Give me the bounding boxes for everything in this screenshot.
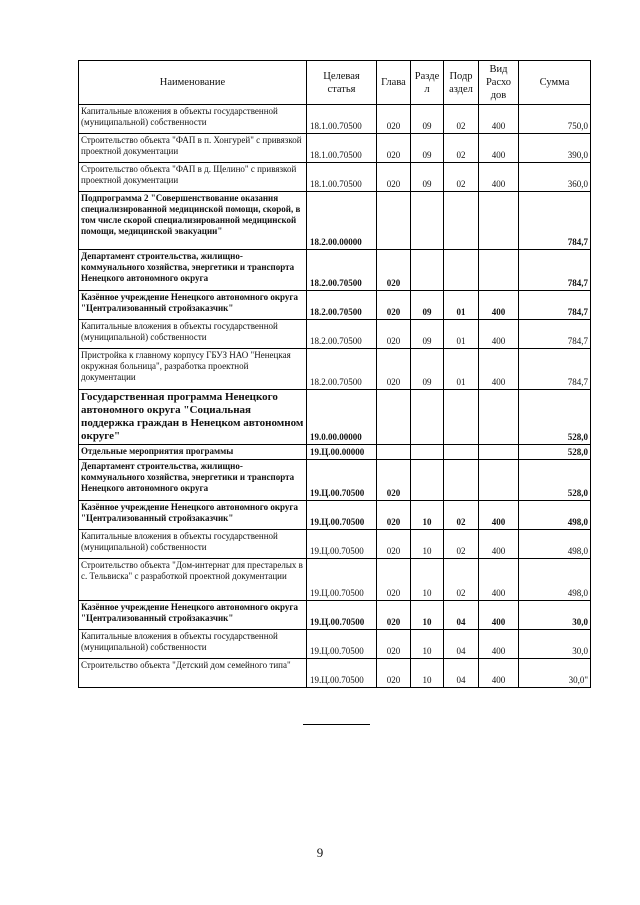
table-row-department	[79, 250, 591, 291]
row-section	[411, 390, 444, 445]
row-expense-type: 400	[479, 163, 519, 192]
row-subsection: 04	[444, 630, 479, 659]
row-target: 19.Ц.00.70500	[307, 659, 377, 688]
row-name: Строительство объекта "Дом-интернат для престарелых в с. Тельвиска" с разработкой проектной документации	[79, 559, 307, 601]
table-row	[79, 105, 591, 134]
row-name: Капитальные вложения в объекты государственной (муниципальной) собственности	[79, 630, 307, 659]
row-amount: 30,0	[519, 601, 591, 630]
row-section	[411, 192, 444, 250]
row-expense-type	[479, 390, 519, 445]
row-amount: 498,0	[519, 530, 591, 559]
row-target: 19.Ц.00.70500	[307, 501, 377, 530]
row-amount: 498,0	[519, 501, 591, 530]
table-row-subprogram	[79, 192, 591, 250]
row-chapter	[377, 390, 411, 445]
row-target: 19.Ц.00.70500	[307, 630, 377, 659]
row-amount: 784,7	[519, 320, 591, 349]
row-section: 10	[411, 601, 444, 630]
row-expense-type: 400	[479, 349, 519, 390]
row-section: 09	[411, 134, 444, 163]
header-amount: Сумма	[519, 61, 591, 105]
row-subsection: 02	[444, 134, 479, 163]
table-row-program	[79, 390, 591, 445]
row-amount: 784,7	[519, 192, 591, 250]
row-expense-type: 400	[479, 320, 519, 349]
row-chapter: 020	[377, 630, 411, 659]
table-row	[79, 630, 591, 659]
row-amount: 750,0	[519, 105, 591, 134]
row-expense-type: 400	[479, 105, 519, 134]
row-name: Строительство объекта "ФАП в д. Щелино" с привязкой проектной документации	[79, 163, 307, 192]
row-expense-type: 400	[479, 291, 519, 320]
row-section: 10	[411, 530, 444, 559]
row-amount: 528,0	[519, 460, 591, 501]
row-target: 18.2.00.70500	[307, 250, 377, 291]
row-name: Департамент строительства, жилищно-коммунального хозяйства, энергетики и транспорта Ненецкого автономного округа	[79, 460, 307, 501]
row-expense-type	[479, 250, 519, 291]
row-subsection: 02	[444, 559, 479, 601]
row-name: Строительство объекта "ФАП в п. Хонгурей" с привязкой проектной документации	[79, 134, 307, 163]
row-subsection	[444, 445, 479, 460]
row-target: 19.Ц.00.70500	[307, 601, 377, 630]
row-expense-type	[479, 192, 519, 250]
row-subsection: 02	[444, 501, 479, 530]
header-section: Разде л	[411, 61, 444, 105]
row-chapter	[377, 192, 411, 250]
row-section: 10	[411, 559, 444, 601]
row-amount: 360,0	[519, 163, 591, 192]
header-target-article: Целевая статья	[307, 61, 377, 105]
separator-line	[303, 724, 370, 725]
row-amount: 528,0	[519, 390, 591, 445]
row-target: 18.2.00.00000	[307, 192, 377, 250]
row-subsection: 01	[444, 291, 479, 320]
row-target: 18.1.00.70500	[307, 105, 377, 134]
row-target: 19.Ц.00.70500	[307, 460, 377, 501]
row-chapter: 020	[377, 460, 411, 501]
row-section: 09	[411, 105, 444, 134]
row-name: Казённое учреждение Ненецкого автономного округа "Централизованный стройзаказчик"	[79, 601, 307, 630]
row-chapter: 020	[377, 349, 411, 390]
table-row	[79, 320, 591, 349]
table-row	[79, 559, 591, 601]
row-name: Подпрограмма 2 "Совершенствование оказания специализированной медицинской помощи, скорой, в том числе скорой специализированной медицинской помощи, медицинской эвакуации"	[79, 192, 307, 250]
row-target: 18.1.00.70500	[307, 134, 377, 163]
row-chapter: 020	[377, 105, 411, 134]
table-row-institution	[79, 501, 591, 530]
row-target: 18.1.00.70500	[307, 163, 377, 192]
row-expense-type: 400	[479, 530, 519, 559]
row-name: Департамент строительства, жилищно-коммунального хозяйства, энергетики и транспорта Ненецкого автономного округа	[79, 250, 307, 291]
row-subsection	[444, 192, 479, 250]
table-row-institution	[79, 601, 591, 630]
row-amount: 784,7	[519, 291, 591, 320]
budget-table	[78, 60, 591, 688]
row-amount: 30,0"	[519, 659, 591, 688]
row-chapter: 020	[377, 601, 411, 630]
table-row	[79, 349, 591, 390]
row-chapter: 020	[377, 134, 411, 163]
row-subsection: 04	[444, 659, 479, 688]
row-amount: 30,0	[519, 630, 591, 659]
row-chapter: 020	[377, 501, 411, 530]
row-target: 19.Ц.00.70500	[307, 530, 377, 559]
row-section: 10	[411, 659, 444, 688]
row-section: 09	[411, 320, 444, 349]
row-subsection	[444, 460, 479, 501]
row-name: Капитальные вложения в объекты государственной (муниципальной) собственности	[79, 105, 307, 134]
row-section: 09	[411, 163, 444, 192]
row-chapter: 020	[377, 320, 411, 349]
table-row-department	[79, 460, 591, 501]
row-subsection	[444, 390, 479, 445]
row-chapter: 020	[377, 530, 411, 559]
row-subsection: 01	[444, 349, 479, 390]
page-number: 9	[316, 845, 324, 860]
header-chapter: Глава	[377, 61, 411, 105]
header-name: Наименование	[79, 61, 307, 105]
row-amount: 498,0	[519, 559, 591, 601]
row-chapter: 020	[377, 659, 411, 688]
table-row-institution	[79, 291, 591, 320]
row-target: 18.2.00.70500	[307, 349, 377, 390]
table-row	[79, 134, 591, 163]
row-chapter: 020	[377, 559, 411, 601]
row-section: 10	[411, 630, 444, 659]
row-amount: 528,0	[519, 445, 591, 460]
row-expense-type: 400	[479, 134, 519, 163]
table-header-row	[79, 61, 591, 105]
row-target: 19.Ц.00.00000	[307, 445, 377, 460]
row-amount: 784,7	[519, 349, 591, 390]
row-section: 10	[411, 501, 444, 530]
row-subsection: 01	[444, 320, 479, 349]
row-amount: 784,7	[519, 250, 591, 291]
row-name: Государственная программа Ненецкого автономного округа "Социальная поддержка граждан в Ненецком автономном округе"	[79, 390, 307, 445]
row-subsection: 02	[444, 105, 479, 134]
row-name: Казённое учреждение Ненецкого автономного округа "Централизованный стройзаказчик"	[79, 291, 307, 320]
row-subsection: 04	[444, 601, 479, 630]
row-expense-type: 400	[479, 630, 519, 659]
table-row	[79, 659, 591, 688]
row-section	[411, 445, 444, 460]
row-name: Строительство объекта "Детский дом семейного типа"	[79, 659, 307, 688]
row-expense-type: 400	[479, 501, 519, 530]
row-amount: 390,0	[519, 134, 591, 163]
row-name: Капитальные вложения в объекты государственной (муниципальной) собственности	[79, 530, 307, 559]
row-expense-type: 400	[479, 559, 519, 601]
row-target: 19.0.00.00000	[307, 390, 377, 445]
row-name: Казённое учреждение Ненецкого автономного округа "Централизованный стройзаказчик"	[79, 501, 307, 530]
row-expense-type: 400	[479, 659, 519, 688]
table-row	[79, 530, 591, 559]
row-subsection	[444, 250, 479, 291]
row-section	[411, 250, 444, 291]
row-name: Отдельные мероприятия программы	[79, 445, 307, 460]
row-expense-type: 400	[479, 601, 519, 630]
row-chapter	[377, 445, 411, 460]
header-expense-type: Вид Расхо дов	[479, 61, 519, 105]
row-target: 18.2.00.70500	[307, 291, 377, 320]
header-subsection: Подр аздел	[444, 61, 479, 105]
table-row	[79, 163, 591, 192]
row-name: Капитальные вложения в объекты государственной (муниципальной) собственности	[79, 320, 307, 349]
row-expense-type	[479, 445, 519, 460]
row-chapter: 020	[377, 163, 411, 192]
row-target: 18.2.00.70500	[307, 320, 377, 349]
row-subsection: 02	[444, 163, 479, 192]
row-chapter: 020	[377, 250, 411, 291]
table-row-measures	[79, 445, 591, 460]
row-section: 09	[411, 349, 444, 390]
row-chapter: 020	[377, 291, 411, 320]
row-expense-type	[479, 460, 519, 501]
row-section	[411, 460, 444, 501]
row-section: 09	[411, 291, 444, 320]
row-name: Пристройка к главному корпусу ГБУЗ НАО "Ненецкая окружная больница", разработка проектной документации	[79, 349, 307, 390]
row-target: 19.Ц.00.70500	[307, 559, 377, 601]
row-subsection: 02	[444, 530, 479, 559]
